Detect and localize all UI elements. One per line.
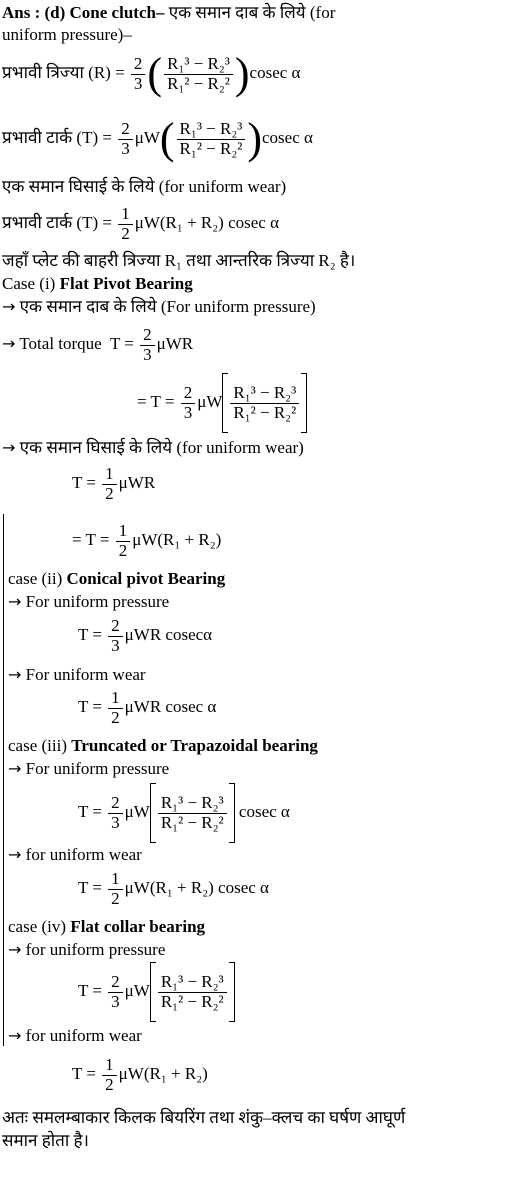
answer-line-2: uniform pressure)– xyxy=(2,25,132,44)
eq-effective-radius: प्रभावी त्रिज्या (R) = $\frac{2}{3}$ ( $\frac{\text{R₁³ − R₂³}}{\text{R₁² − R₂²}}$ )cosec α xyxy=(2,49,301,98)
left-rule xyxy=(3,514,4,1046)
right-arrow-icon: → xyxy=(8,759,22,778)
plate-note: जहाँ प्लेट की बाहरी त्रिज्या R₁ तथा आन्तरिक त्रिज्या R₂ है। xyxy=(2,251,356,270)
right-arrow-icon: → xyxy=(8,592,22,611)
case-1-total-torque: → Total torque T = $\frac{2}{3}$ μWR xyxy=(2,325,194,364)
case-2-heading: case (ii) Conical pivot Bearing xyxy=(8,569,226,588)
answer-rest: एक समान दाब के लिये (for xyxy=(164,3,336,22)
eq-effective-torque-pressure: प्रभावी टार्क (T) = $\frac{2}{3}$ μW( $\frac{\text{R₁³ − R₂³}}{\text{R₁² − R₂²}}$ )cosec α xyxy=(2,114,313,163)
case-2-pressure: → For uniform pressure xyxy=(8,592,170,611)
case-1-wear: → एक समान घिसाई के लिये (for uniform wear) xyxy=(2,438,304,457)
case-3-wear-eq: T = $\frac{1}{2}$ μW(R₁ + R₂) cosec α xyxy=(78,869,269,908)
conclusion-line-1: अतः समलम्बाकार किलक बियरिंग तथा शंकु–क्लच का घर्षण आघूर्ण xyxy=(2,1108,406,1127)
answer-label: Ans : (d) Cone clutch– xyxy=(2,3,165,22)
case-1-torque-expanded: = T = $\frac{2}{3}$ μW $\frac{\text{R₁³ − R₂³}}{\text{R₁² − R₂²}}$ xyxy=(137,373,307,433)
case-3-wear: → for uniform wear xyxy=(8,845,142,864)
eff-torque-label: प्रभावी टार्क xyxy=(2,127,73,147)
right-arrow-icon: → xyxy=(2,297,16,316)
case-4-pressure-eq: T = $\frac{2}{3}$ μW $\frac{\text{R₁³ − R₂³}}{\text{R₁² − R₂²}}$ xyxy=(78,962,235,1022)
right-arrow-icon: → xyxy=(2,438,16,457)
case-1-wear-eq-2: = T = $\frac{1}{2}$ μW(R₁ + R₂) xyxy=(72,521,222,560)
eq-effective-torque-wear: प्रभावी टार्क (T) = $\frac{1}{2}$ μW(R₁ + R₂) cosec α xyxy=(2,204,280,243)
eff-radius-label: प्रभावी त्रिज्या xyxy=(2,62,84,82)
case-4-pressure: → for uniform pressure xyxy=(8,940,166,959)
case-2-wear: → For uniform wear xyxy=(8,665,146,684)
right-arrow-icon: → xyxy=(8,1026,22,1045)
answer-line xyxy=(2,3,335,23)
case-4-wear: → for uniform wear xyxy=(8,1026,142,1045)
case-1-heading: Case (i) Flat Pivot Bearing xyxy=(2,274,193,293)
right-arrow-icon: → xyxy=(8,845,22,864)
cosec-term: cosec α xyxy=(249,62,301,82)
case-2-pressure-eq: T = $\frac{2}{3}$ μWR cosecα xyxy=(78,616,213,655)
case-3-heading: case (iii) Truncated or Trapazoidal bearing xyxy=(8,736,318,755)
case-1-wear-eq: T = $\frac{1}{2}$ μWR xyxy=(72,464,156,503)
case-4-wear-eq: T = $\frac{1}{2}$ μW(R₁ + R₂) xyxy=(72,1055,208,1094)
uniform-wear-heading: एक समान घिसाई के लिये (for uniform wear) xyxy=(2,177,287,196)
right-arrow-icon: → xyxy=(8,665,22,684)
case-3-pressure-eq: T = $\frac{2}{3}$ μW $\frac{\text{R₁³ − R₂³}}{\text{R₁² − R₂²}}$ cosec α xyxy=(78,783,290,843)
case-3-pressure: → For uniform pressure xyxy=(8,759,170,778)
case-4-heading: case (iv) Flat collar bearing xyxy=(8,917,206,936)
case-1-pressure: → एक समान दाब के लिये (For uniform pressure) xyxy=(2,297,316,316)
eq-lhs: (R) = xyxy=(88,62,125,82)
case-2-wear-eq: T = $\frac{1}{2}$ μWR cosec α xyxy=(78,688,217,727)
conclusion-line-2: समान होता है। xyxy=(2,1131,89,1150)
right-arrow-icon: → xyxy=(8,940,22,959)
right-arrow-icon: → xyxy=(2,334,16,354)
